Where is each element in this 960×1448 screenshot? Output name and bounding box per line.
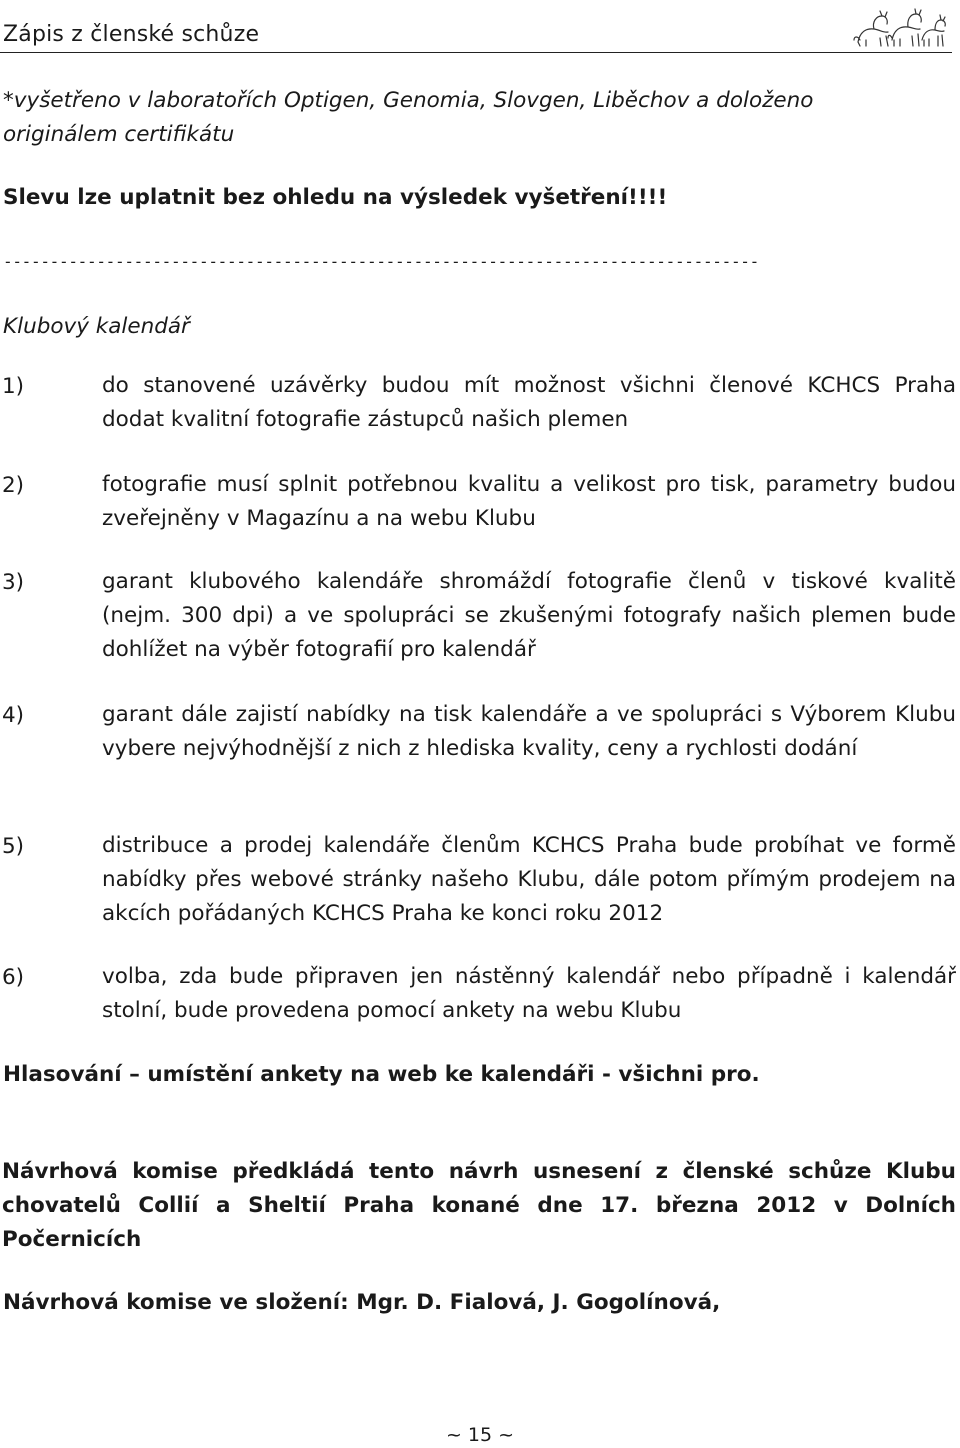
list-item-number: 6) xyxy=(2,965,25,990)
note-line-2: originálem certifikátu xyxy=(3,122,235,147)
note-line-1: *vyšetřeno v laboratořích Optigen, Genomia, Slovgen, Liběchov a doloženo xyxy=(3,88,814,113)
list-item-text: distribuce a prodej kalendáře členům KCHCS Praha bude probíhat ve formě nabídky přes webové stránky našeho Klubu, dále potom přímým prodejem na akcích pořádaných KCHCS Praha ke konci roku 2012 xyxy=(102,833,956,926)
list-item-number: 1) xyxy=(2,374,25,399)
list-item-number: 5) xyxy=(2,834,25,859)
list-item-number: 4) xyxy=(2,703,25,728)
committee-line: Návrhová komise ve složení: Mgr. D. Fialová, J. Gogolínová, xyxy=(3,1290,721,1315)
page-header xyxy=(0,0,952,53)
proposal-paragraph: Návrhová komise předkládá tento návrh usnesení z členské schůze Klubu chovatelů Collií a Sheltií Praha konané dne 17. března 2012 v Dolních Počernicích xyxy=(2,1159,956,1252)
separator-line: --------------------------------------------------------------------------------- xyxy=(3,252,759,271)
dogs-logo-icon xyxy=(852,2,948,48)
list-item-number: 2) xyxy=(2,473,25,498)
page-number: ~ 15 ~ xyxy=(445,1424,515,1446)
list-item-text: garant dále zajistí nabídky na tisk kalendáře a ve spolupráci s Výborem Klubu vybere nejvýhodnější z nich z hlediska kvality, ceny a rychlosti dodání xyxy=(102,702,956,761)
calendar-heading: Klubový kalendář xyxy=(3,314,190,339)
list-item-text: fotografie musí splnit potřebnou kvalitu a velikost pro tisk, parametry budou zveřejněny v Magazínu a na webu Klubu xyxy=(102,472,956,531)
list-item-text: garant klubového kalendáře shromáždí fotografie členů v tiskové kvalitě (nejm. 300 dpi) a ve spolupráci se zkušenými fotografy našich plemen bude dohlížet na výběr fotografií pro kalendář xyxy=(102,569,956,662)
vote-result: Hlasování – umístění ankety na web ke kalendáři - všichni pro. xyxy=(3,1062,760,1087)
document-title: Zápis z členské schůze xyxy=(3,22,260,47)
list-item-number: 3) xyxy=(2,570,25,595)
list-item-text: volba, zda bude připraven jen nástěnný kalendář nebo případně i kalendář stolní, bude provedena pomocí ankety na webu Klubu xyxy=(102,964,956,1023)
list-item-text: do stanovené uzávěrky budou mít možnost všichni členové KCHCS Praha dodat kvalitní fotografie zástupců našich plemen xyxy=(102,373,956,432)
discount-notice: Slevu lze uplatnit bez ohledu na výsledek vyšetření!!!! xyxy=(3,185,668,210)
